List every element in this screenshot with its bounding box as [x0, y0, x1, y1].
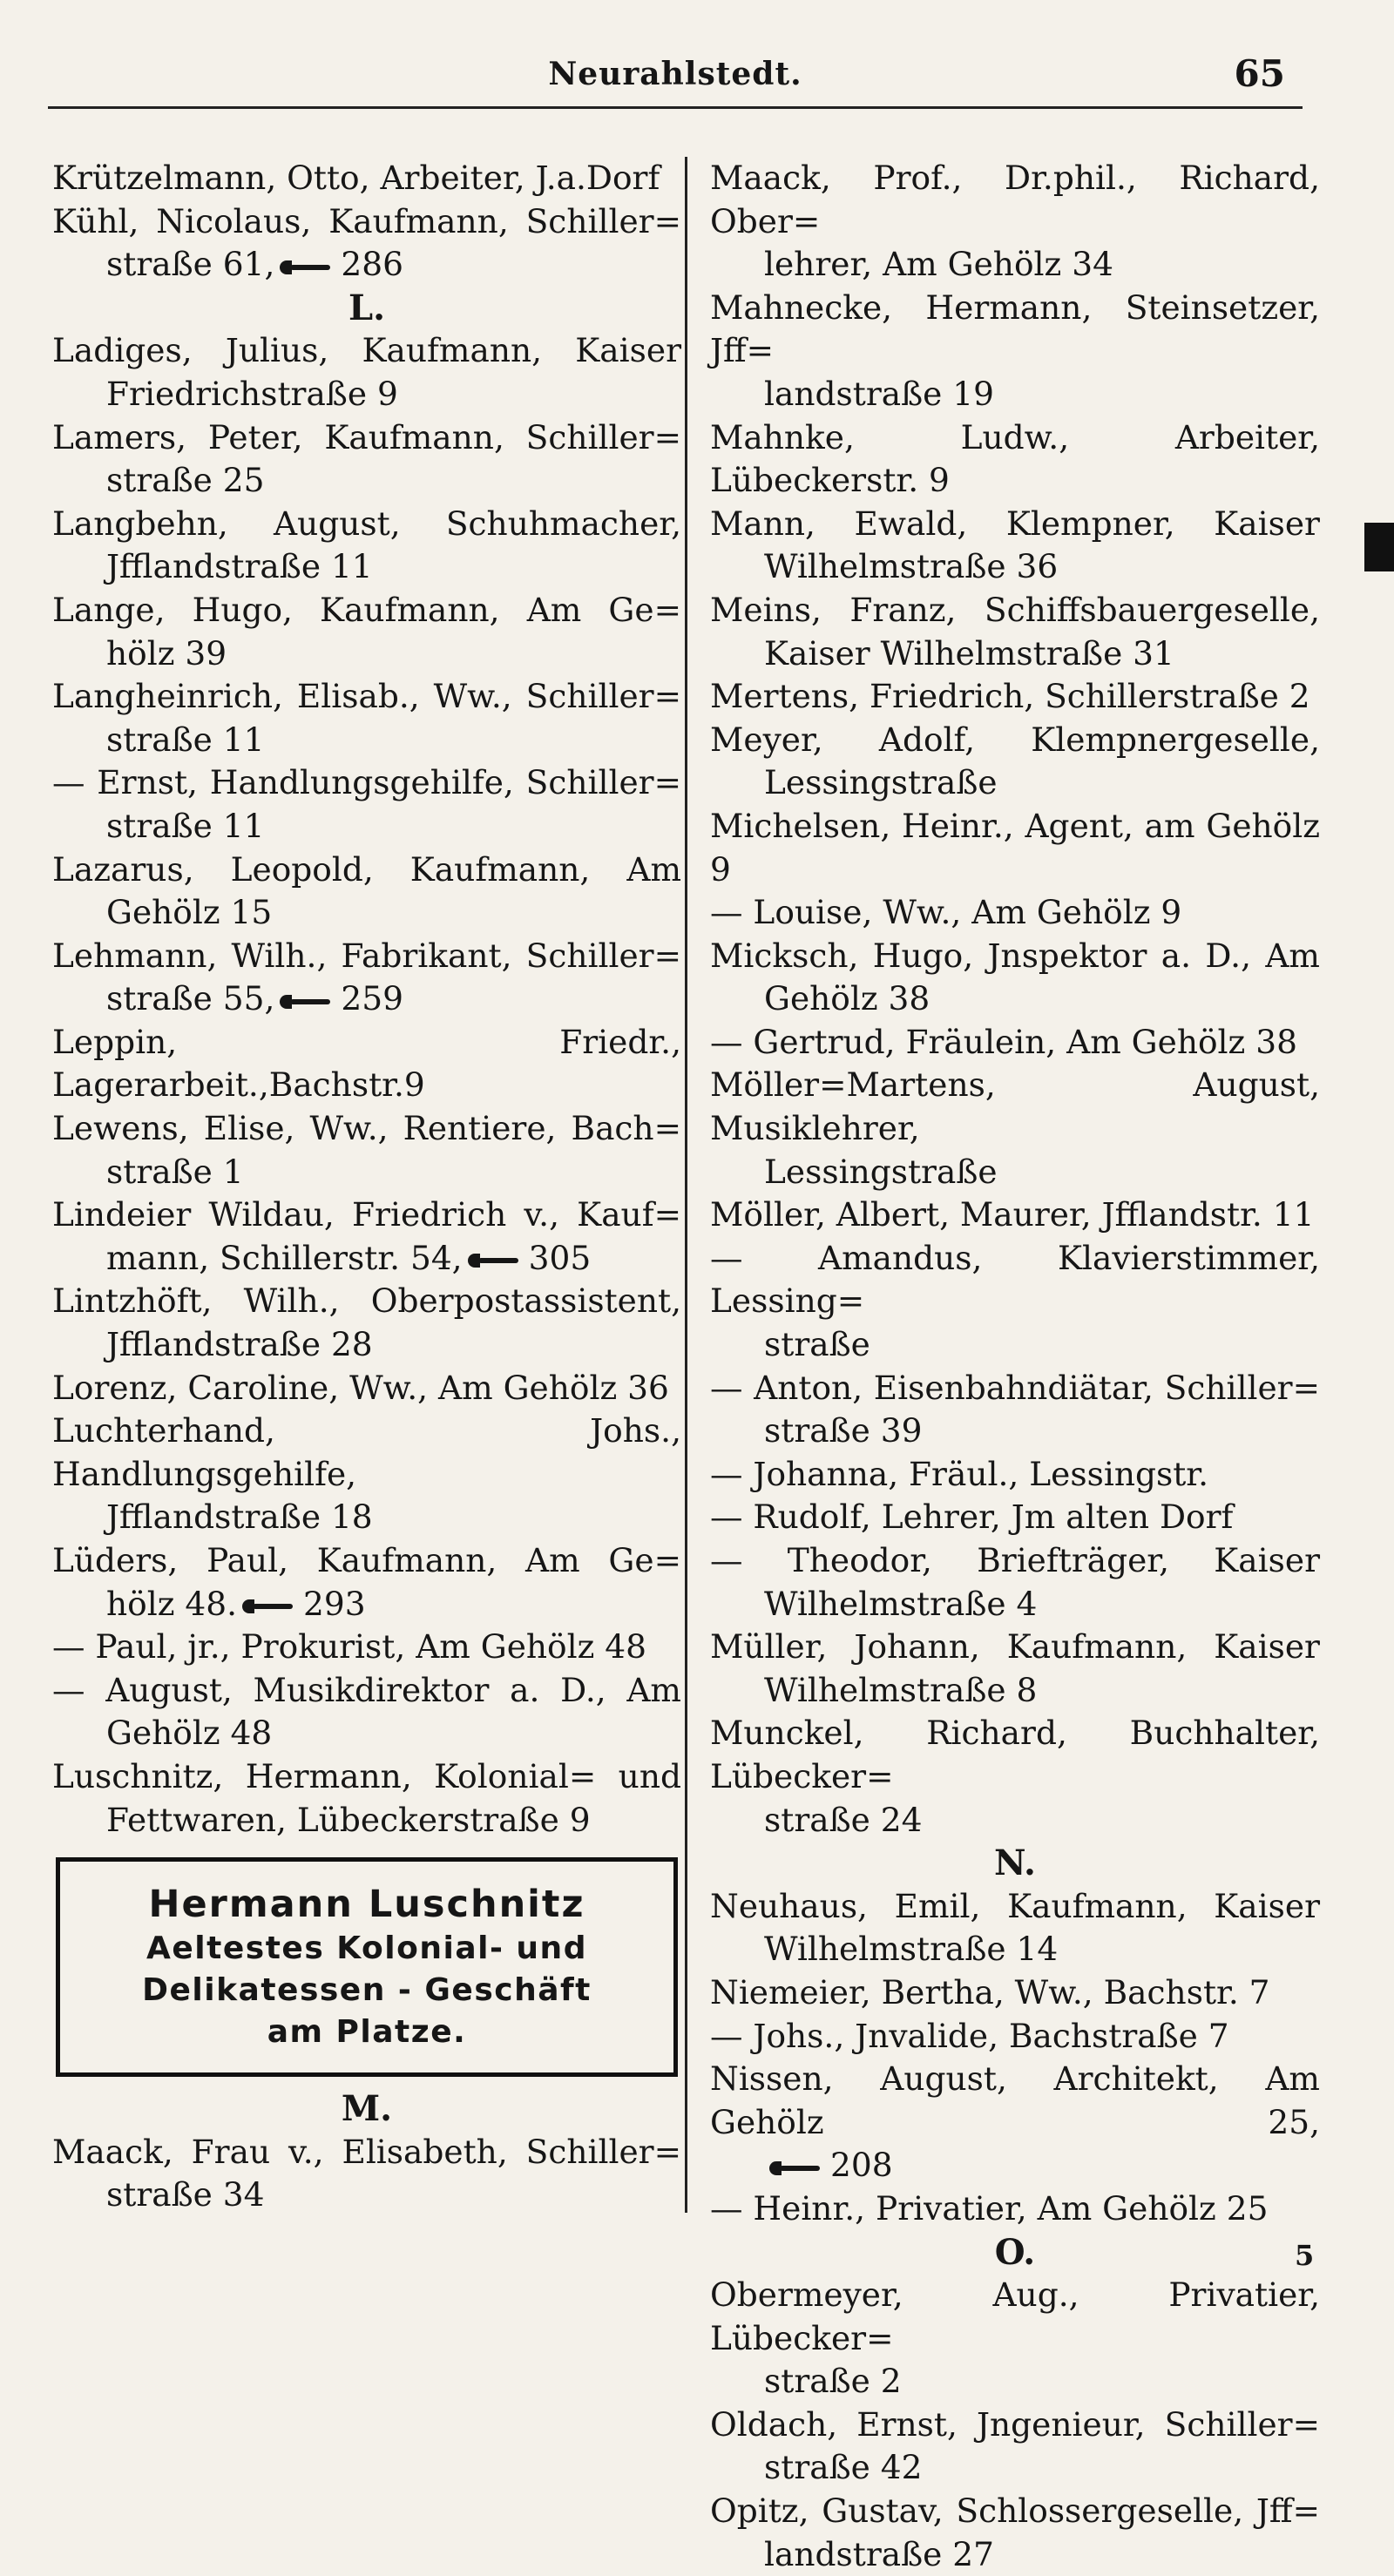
directory-entry	[52, 1626, 681, 1669]
entry-continuation	[710, 545, 1320, 589]
section-letter-o: O.	[994, 2231, 1036, 2273]
entry-text: — Amandus, Klavierstimmer, Lessing=	[710, 1238, 1320, 1321]
entry-continuation	[52, 373, 681, 416]
entry-continuation	[52, 545, 681, 589]
entry-text: Mahnke, Ludw., Arbeiter, Lübeckerstr. 9	[710, 417, 1320, 500]
directory-entry	[710, 1021, 1320, 1065]
entry-text: Luchterhand, Johs., Handlungsgehilfe,	[52, 1411, 681, 1493]
entry-text: Möller, Albert, Maurer, Jfflandstr. 11	[710, 1195, 1315, 1234]
advert-title: Hermann Luschnitz	[148, 1883, 585, 1927]
entry-continuation	[52, 1799, 681, 1842]
entry-line	[52, 157, 681, 200]
left-column	[52, 157, 681, 2217]
entry-line	[710, 1496, 1320, 1539]
entry-line	[52, 1669, 681, 1713]
entry-line	[52, 675, 681, 719]
entry-text: Friedrichstraße 9	[106, 374, 398, 413]
entry-line	[710, 2490, 1320, 2533]
phone-number: 305	[528, 1238, 592, 1277]
entry-text: Lazarus, Leopold, Kaufmann, Am	[52, 849, 681, 889]
directory-entry	[710, 2015, 1320, 2059]
entry-line	[710, 1885, 1320, 1929]
entries-l	[52, 329, 681, 1842]
entry-text: straße 24	[764, 1800, 923, 1839]
entry-continuation	[710, 243, 1320, 287]
column-divider	[685, 157, 687, 2213]
entry-text: Müller, Johann, Kaufmann, Kaiser	[710, 1627, 1320, 1667]
directory-entry	[52, 761, 681, 848]
entry-text: Gehölz 38	[764, 979, 930, 1018]
entry-text: Fettwaren, Lübeckerstraße 9	[106, 1800, 591, 1839]
telephone-icon	[280, 991, 332, 1013]
directory-entry	[710, 1193, 1320, 1237]
entry-text: Opitz, Gustav, Schlossergeselle, Jff=	[710, 2491, 1320, 2531]
entry-continuation	[52, 891, 681, 935]
page-number: 65	[1234, 52, 1285, 95]
entry-text: Lehmann, Wilh., Fabrikant, Schiller=	[52, 936, 681, 975]
entry-continuation	[52, 805, 681, 849]
entry-line	[52, 1280, 681, 1323]
entry-text: Langheinrich, Elisab., Ww., Schiller=	[52, 677, 681, 716]
entry-text: Möller=Martens, August, Musiklehrer,	[710, 1065, 1320, 1148]
entry-line	[710, 805, 1320, 891]
entry-line	[710, 416, 1320, 503]
entry-text: Maack, Prof., Dr.phil., Richard, Ober=	[710, 159, 1320, 240]
telephone-icon	[468, 1249, 520, 1272]
entry-text: Oldach, Ernst, Jngenieur, Schiller=	[710, 2404, 1320, 2444]
entry-text: Wilhelmstraße 14	[764, 1930, 1059, 1969]
entry-line	[52, 1755, 681, 1799]
directory-entry	[710, 891, 1320, 935]
phone-number: 259	[341, 979, 403, 1018]
directory-entry	[52, 329, 681, 416]
entry-line	[52, 589, 681, 632]
section-letter-n: N.	[994, 1842, 1036, 1884]
entry-text: Jfflandstraße 18	[106, 1498, 373, 1537]
directory-entry	[52, 1021, 681, 1107]
directory-entry	[710, 1885, 1320, 1971]
entry-text: Mann, Ewald, Klempner, Kaiser	[710, 504, 1320, 543]
entry-text: straße 42	[764, 2448, 923, 2487]
directory-entry	[710, 2404, 1320, 2490]
entry-text: lehrer, Am Gehölz 34	[764, 245, 1113, 284]
entry-line	[710, 287, 1320, 373]
directory-entry	[52, 1280, 681, 1366]
entry-text: Meins, Franz, Schiffsbauergeselle,	[710, 590, 1320, 629]
entry-text: Leppin, Friedr., Lagerarbeit.,Bachstr.9	[52, 1022, 681, 1105]
entry-text: Meyer, Adolf, Klempnergeselle,	[710, 720, 1320, 759]
entry-text: Kühl, Nicolaus, Kaufmann, Schiller=	[52, 201, 681, 240]
entry-line	[52, 2131, 681, 2174]
entry-text: hölz 48.	[106, 1584, 238, 1623]
entry-text: Mertens, Friedrich, Schillerstraße 2	[710, 677, 1310, 716]
entry-continuation	[52, 243, 681, 287]
directory-entry	[710, 1712, 1320, 1842]
entry-text: — Gertrud, Fräulein, Am Gehölz 38	[710, 1022, 1297, 1061]
directory-entry	[710, 1971, 1320, 2015]
directory-entry	[52, 157, 681, 200]
entry-text: straße 11	[106, 806, 265, 845]
entry-text: Gehölz 15	[106, 893, 273, 932]
entry-line	[52, 503, 681, 546]
entry-text: straße 25	[106, 461, 265, 500]
entry-line	[52, 1021, 681, 1107]
entry-line	[710, 1064, 1320, 1150]
entries-top-left	[52, 157, 681, 287]
entry-line	[710, 1626, 1320, 1669]
directory-entry	[52, 1410, 681, 1539]
directory-entry	[710, 1064, 1320, 1193]
header-rule	[48, 106, 1303, 109]
entry-continuation	[52, 2174, 681, 2217]
entry-text: Krützelmann, Otto, Arbeiter, J.a.Dorf	[52, 159, 660, 197]
entry-line	[710, 1367, 1320, 1410]
directory-entry	[710, 1237, 1320, 1367]
directory-entry	[52, 935, 681, 1021]
entry-continuation	[710, 2144, 1320, 2187]
entry-continuation	[710, 1151, 1320, 1194]
entry-line	[710, 157, 1320, 243]
entry-continuation	[710, 2446, 1320, 2490]
directory-entry	[52, 200, 681, 287]
entry-text: straße 2	[764, 2362, 902, 2401]
entry-line	[710, 935, 1320, 978]
entry-line	[710, 2015, 1320, 2059]
entry-continuation	[710, 977, 1320, 1021]
directory-entry	[710, 805, 1320, 891]
entry-line	[710, 1712, 1320, 1798]
entry-line	[710, 1021, 1320, 1065]
entry-text: hölz 39	[106, 633, 227, 673]
entry-line	[710, 675, 1320, 719]
entry-continuation	[710, 2533, 1320, 2576]
directory-entry	[710, 1453, 1320, 1497]
entry-text: Lessingstraße	[764, 763, 998, 802]
entry-text: Mahnecke, Hermann, Steinsetzer, Jff=	[710, 287, 1320, 370]
entry-continuation	[710, 373, 1320, 416]
entry-line	[710, 1453, 1320, 1497]
directory-entry	[710, 1367, 1320, 1453]
entry-text: Lintzhöft, Wilh., Oberpostassistent,	[52, 1281, 681, 1321]
entry-line	[710, 891, 1320, 935]
entry-text: Lessingstraße	[764, 1152, 998, 1191]
entries-n	[710, 1885, 1320, 2231]
directory-entry	[710, 503, 1320, 589]
entry-text: Micksch, Hugo, Jnspektor a. D., Am	[710, 936, 1320, 975]
entry-line	[710, 1193, 1320, 1237]
entry-text: — Anton, Eisenbahndiätar, Schiller=	[710, 1368, 1320, 1407]
directory-entry	[710, 2490, 1320, 2576]
entry-line	[52, 849, 681, 892]
telephone-icon	[769, 2157, 822, 2180]
entry-text: straße 39	[764, 1411, 923, 1450]
entry-line	[52, 1539, 681, 1583]
entry-text: — Ernst, Handlungsgehilfe, Schiller=	[52, 763, 681, 802]
entry-text: Niemeier, Bertha, Ww., Bachstr. 7	[710, 1972, 1270, 2011]
advert-line-1: Aeltestes Kolonial- und	[146, 1930, 587, 1967]
entry-text: Obermeyer, Aug., Privatier, Lübecker=	[710, 2275, 1320, 2357]
entry-text: Lorenz, Caroline, Ww., Am Gehölz 36	[52, 1368, 669, 1407]
entry-text: — August, Musikdirektor a. D., Am	[52, 1670, 681, 1709]
entry-text: Maack, Frau v., Elisabeth, Schiller=	[52, 2132, 681, 2171]
entry-text: landstraße 27	[764, 2534, 994, 2573]
entry-line	[710, 503, 1320, 546]
advert-line-3: am Platze.	[267, 2014, 467, 2051]
running-head: Neurahlstedt.	[548, 56, 802, 92]
entry-line	[710, 719, 1320, 762]
entry-text: — Paul, jr., Prokurist, Am Gehölz 48	[52, 1627, 647, 1667]
entry-continuation	[710, 1323, 1320, 1367]
directory-entry	[52, 416, 681, 503]
entry-text: Munckel, Richard, Buchhalter, Lübecker=	[710, 1714, 1320, 1795]
telephone-icon	[280, 256, 332, 279]
entry-text: Luschnitz, Hermann, Kolonial= und	[52, 1756, 681, 1795]
directory-entry	[52, 1193, 681, 1280]
right-column	[710, 157, 1320, 2576]
entry-text: Langbehn, August, Schuhmacher,	[52, 504, 681, 543]
phone-number: 293	[303, 1584, 366, 1623]
directory-entry	[710, 287, 1320, 416]
entry-text: Lüders, Paul, Kaufmann, Am Ge=	[52, 1541, 681, 1579]
entry-text: — Heinr., Privatier, Am Gehölz 25	[710, 2188, 1269, 2228]
entry-line	[710, 2404, 1320, 2447]
entry-text: Ladiges, Julius, Kaufmann, Kaiser	[52, 331, 681, 370]
entry-continuation	[710, 761, 1320, 805]
entry-text: Wilhelmstraße 8	[764, 1670, 1038, 1709]
entry-text: straße	[764, 1325, 870, 1364]
directory-entry	[710, 2058, 1320, 2187]
entry-text: Lewens, Elise, Ww., Rentiere, Bach=	[52, 1109, 681, 1148]
entry-line	[52, 1193, 681, 1237]
entry-text: Wilhelmstraße 4	[764, 1584, 1038, 1623]
entry-text: — Johs., Jnvalide, Bachstraße 7	[710, 2016, 1229, 2055]
entry-continuation	[710, 1928, 1320, 1971]
entry-line	[710, 2187, 1320, 2231]
directory-entry	[52, 1367, 681, 1410]
entry-text: Neuhaus, Emil, Kaufmann, Kaiser	[710, 1886, 1320, 1925]
directory-entry	[52, 1669, 681, 1755]
entry-continuation	[52, 1496, 681, 1539]
entry-text: — Theodor, Briefträger, Kaiser	[710, 1541, 1320, 1579]
entry-text: straße 34	[106, 2175, 265, 2214]
page-header	[48, 44, 1303, 113]
entry-continuation	[52, 1712, 681, 1755]
entry-text: Lamers, Peter, Kaufmann, Schiller=	[52, 417, 681, 456]
directory-entry	[52, 589, 681, 675]
directory-entry	[52, 503, 681, 589]
entry-text: landstraße 19	[764, 374, 994, 413]
entry-continuation	[710, 1799, 1320, 1842]
directory-entry	[710, 675, 1320, 719]
directory-entry	[710, 2274, 1320, 2404]
entry-line	[52, 761, 681, 805]
entry-text: Jfflandstraße 11	[106, 547, 373, 586]
advertisement-box	[56, 1857, 678, 2077]
entry-line	[52, 935, 681, 978]
entry-continuation	[710, 1410, 1320, 1453]
entry-line	[52, 1367, 681, 1410]
section-letter-m: M.	[341, 2088, 393, 2130]
entry-text: straße 11	[106, 720, 265, 759]
entry-continuation	[52, 1583, 681, 1626]
advert-line-2: Delikatessen - Geschäft	[142, 1972, 592, 2009]
entry-continuation	[52, 719, 681, 762]
entry-continuation	[710, 1669, 1320, 1713]
entry-continuation	[52, 977, 681, 1021]
section-letter-l: L.	[348, 287, 386, 328]
directory-entry	[710, 935, 1320, 1021]
entries-top-right	[710, 157, 1320, 1842]
entries-m	[52, 2131, 681, 2217]
entry-continuation	[52, 632, 681, 676]
directory-entry	[710, 1626, 1320, 1712]
entry-text: straße 61,	[106, 245, 275, 284]
entry-line	[710, 1539, 1320, 1583]
entry-continuation	[710, 1583, 1320, 1626]
directory-entry	[710, 416, 1320, 503]
entry-text: straße 1	[106, 1152, 244, 1191]
signature-mark: 5	[1295, 2239, 1315, 2272]
thumb-index-mark	[1364, 523, 1394, 571]
entry-continuation	[52, 459, 681, 503]
entry-line	[52, 1410, 681, 1496]
entries-o	[710, 2274, 1320, 2576]
directory-entry	[710, 157, 1320, 287]
entry-line	[52, 1107, 681, 1151]
entry-text: Michelsen, Heinr., Agent, am Gehölz 9	[710, 806, 1320, 889]
directory-entry	[52, 2131, 681, 2217]
entry-line	[52, 1626, 681, 1669]
telephone-icon	[242, 1595, 294, 1618]
directory-entry	[52, 849, 681, 935]
entry-continuation	[710, 632, 1320, 676]
directory-entry	[710, 1496, 1320, 1539]
entry-line	[710, 589, 1320, 632]
entry-text: Nissen, August, Architekt, Am Gehölz 25,	[710, 2059, 1320, 2141]
directory-entry	[52, 675, 681, 761]
entry-text: Wilhelmstraße 36	[764, 547, 1059, 586]
directory-entry	[52, 1107, 681, 1193]
entry-text: — Rudolf, Lehrer, Jm alten Dorf	[710, 1498, 1234, 1537]
directory-entry	[710, 719, 1320, 805]
entry-text: Gehölz 48	[106, 1714, 273, 1753]
entry-line	[52, 329, 681, 373]
entry-text: Jfflandstraße 28	[106, 1325, 373, 1364]
directory-entry	[710, 1539, 1320, 1626]
directory-entry	[52, 1755, 681, 1842]
entry-line	[710, 1237, 1320, 1323]
entry-line	[710, 2274, 1320, 2360]
entry-text: — Johanna, Fräul., Lessingstr.	[710, 1454, 1209, 1493]
entry-text: — Louise, Ww., Am Gehölz 9	[710, 893, 1182, 932]
entry-line	[52, 416, 681, 460]
entry-text: Lange, Hugo, Kaufmann, Am Ge=	[52, 590, 681, 629]
entry-text: mann, Schillerstr. 54,	[106, 1238, 463, 1277]
entry-line	[52, 200, 681, 244]
entry-line	[710, 2058, 1320, 2144]
entry-text: straße 55,	[106, 979, 275, 1018]
entry-continuation	[52, 1323, 681, 1367]
entry-text: Kaiser Wilhelmstraße 31	[764, 633, 1174, 673]
directory-entry	[52, 1539, 681, 1626]
entry-continuation	[52, 1151, 681, 1194]
entry-continuation	[52, 1237, 681, 1281]
entry-text: Lindeier Wildau, Friedrich v., Kauf=	[52, 1195, 681, 1234]
entry-line	[710, 1971, 1320, 2015]
phone-number: 208	[830, 2146, 893, 2185]
directory-entry	[710, 589, 1320, 675]
entry-continuation	[710, 2360, 1320, 2404]
phone-number: 286	[341, 245, 403, 284]
directory-entry	[710, 2187, 1320, 2231]
